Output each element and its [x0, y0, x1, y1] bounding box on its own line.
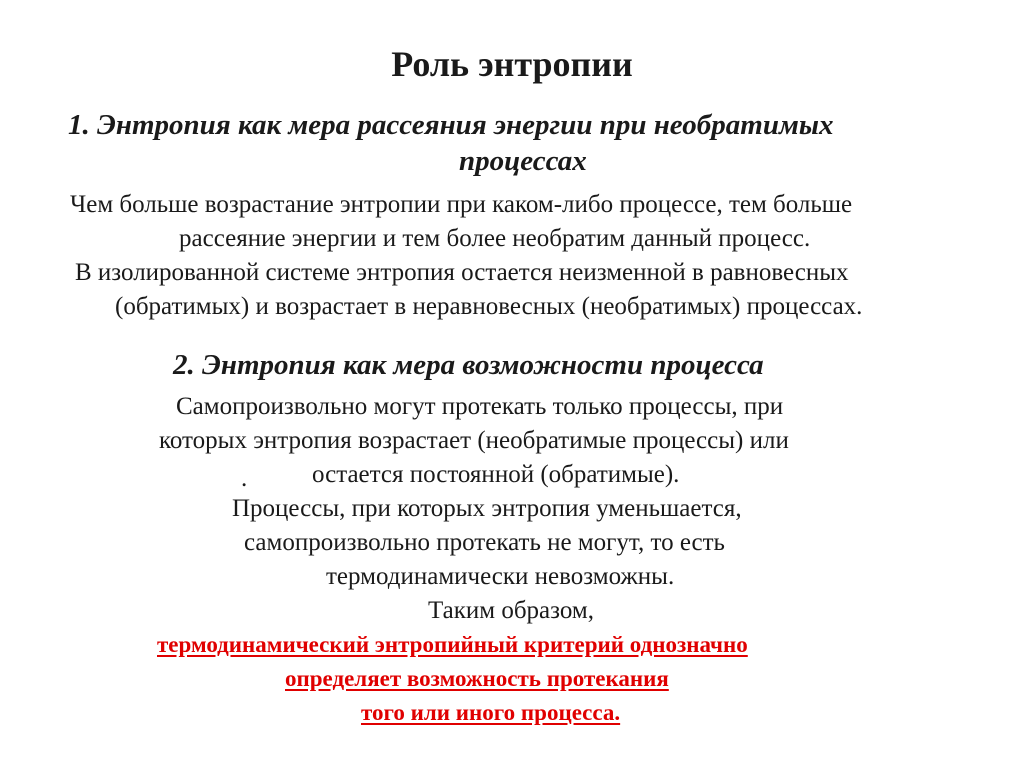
section2-heading: 2. Энтропия как мера возможности процесса	[173, 349, 764, 381]
section1-para1-line2: рассеяние энергии и тем более необратим данный процесс.	[179, 225, 811, 252]
section2-para3: Таким образом,	[428, 597, 594, 624]
section1-heading-line1: 1. Энтропия как мера рассеяния энергии при необратимых	[68, 109, 834, 141]
section2-para2-line1: Процессы, при которых энтропия уменьшается,	[232, 495, 742, 522]
section1-para2-line1: В изолированной системе энтропия остается неизменной в равновесных	[75, 259, 849, 286]
section2-para1-line3: остается постоянной (обратимые).	[312, 461, 680, 488]
section2-para2-line3: термодинамически невозможны.	[326, 563, 675, 590]
section1-para1-line1: Чем больше возрастание энтропии при каком-либо процессе, тем больше	[70, 191, 853, 218]
section2-para1-line2: которых энтропия возрастает (необратимые процессы) или	[159, 427, 789, 454]
conclusion-line3: того или иного процесса.	[361, 700, 621, 725]
slide-title: Роль энтропии	[391, 44, 633, 84]
section2-para1-line1: Самопроизвольно могут протекать только процессы, при	[176, 393, 784, 420]
conclusion-line2: определяет возможность протекания	[285, 666, 669, 691]
conclusion-line1: термодинамический энтропийный критерий однозначно	[157, 632, 748, 657]
section1-para2-line2: (обратимых) и возрастает в неравновесных (необратимых) процессах.	[115, 293, 863, 320]
stray-dot: .	[241, 465, 248, 492]
section2-para2-line2: самопроизвольно протекать не могут, то есть	[244, 529, 725, 556]
section1-heading-line2: процессах	[459, 145, 587, 177]
